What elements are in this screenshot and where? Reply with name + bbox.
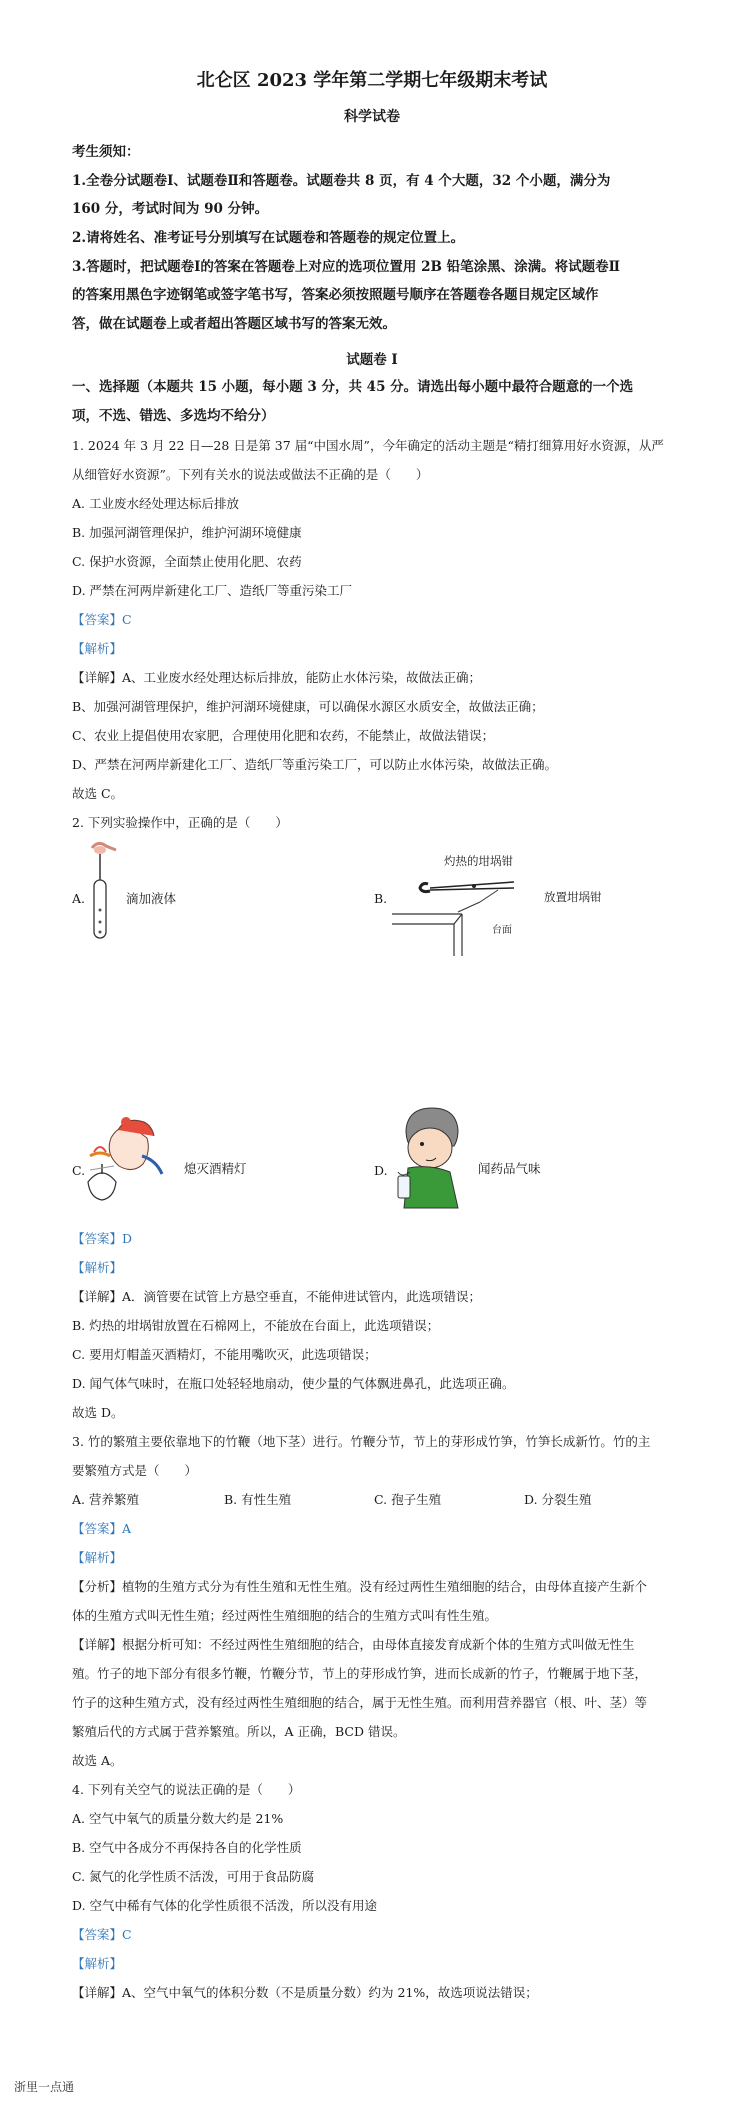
q2-stem: 2. 下列实验操作中，正确的是（ ）	[72, 815, 288, 830]
q4-option-c: C. 氮气的化学性质不活泼，可用于食品防腐	[72, 1869, 315, 1884]
notice-line: 3.答题时，把试题卷Ⅰ的答案在答题卷上对应的选项位置用 2B 铅笔涂黑、涂满。将试题卷Ⅱ	[72, 259, 620, 275]
q4-option-b: B. 空气中各成分不再保持各自的化学性质	[72, 1840, 302, 1855]
q1-option-d: D. 严禁在河两岸新建化工厂、造纸厂等重污染工厂	[72, 583, 353, 598]
q3-option-a: A. 营养繁殖	[72, 1492, 139, 1507]
section-heading: 一、选择题（本题共 15 小题，每小题 3 分，共 45 分。请选出每小题中最符合题意的一个选	[72, 379, 634, 395]
q1-detail: B、加强河湖管理保护，维护河湖环境健康，可以确保水源区水质安全，故做法正确；	[72, 699, 544, 714]
q1-detail: 【详解】A、工业废水经处理达标后排放，能防止水体污染，故做法正确；	[72, 670, 482, 685]
q3-stem: 要繁殖方式是（ ）	[72, 1463, 198, 1478]
q4-stem: 4. 下列有关空气的说法正确的是（ ）	[72, 1782, 301, 1797]
q2-option-b-label-right: 放置坩埚钳	[544, 890, 602, 904]
q2-option-b-label-top: 灼热的坩埚钳	[444, 854, 513, 868]
q3-detail: 竹子的这种生殖方式，没有经过两性生殖细胞的结合，属于无性生殖。而利用营养器官（根、叶、茎）等	[72, 1695, 648, 1710]
q3-fenxi: 体的生殖方式叫无性生殖；经过两性生殖细胞的结合的生殖方式叫有性生殖。	[72, 1608, 498, 1623]
q2-detail: C. 要用灯帽盖灭酒精灯，不能用嘴吹灭，此选项错误；	[72, 1347, 377, 1362]
dropper-testtube-figure	[86, 840, 126, 945]
q1-option-a: A. 工业废水经处理达标后排放	[72, 496, 239, 511]
q1-stem: 1. 2024 年 3 月 22 日—28 日是第 37 届“中国水周”，今年确定的活动主题是“精打细算用好水资源，从严	[72, 438, 664, 453]
q2-option-a-letter: A.	[72, 891, 86, 906]
notice-line: 的答案用黑色字迹钢笔或签字笔书写，答案必须按照题号顺序在答题卷各题目规定区域作	[72, 287, 599, 303]
q2-answer: 【答案】D	[72, 1231, 133, 1246]
q3-detail: 【详解】根据分析可知：不经过两性生殖细胞的结合，由母体直接发育成新个体的生殖方式叫做无性生	[72, 1637, 635, 1652]
q3-stem: 3. 竹的繁殖主要依靠地下的竹鞭（地下茎）进行。竹鞭分节，节上的芽形成竹笋，竹笋长成新竹。竹的主	[72, 1434, 651, 1449]
q2-option-d-label: 闻药品气味	[478, 1161, 541, 1176]
notice-line: 1.全卷分试题卷Ⅰ、试题卷Ⅱ和答题卷。试题卷共 8 页，有 4 个大题，32 个小题，满分为	[72, 173, 611, 189]
q2-detail: B. 灼热的坩埚钳放置在石棉网上，不能放在台面上，此选项错误；	[72, 1318, 440, 1333]
q2-option-b-letter: B.	[374, 891, 388, 906]
notice-line: 160 分，考试时间为 90 分钟。	[72, 201, 269, 217]
page-title: 北仑区 2023 学年第二学期七年级期末考试	[196, 70, 548, 91]
q2-conclusion: 故选 D。	[72, 1405, 124, 1420]
q3-detail: 殖。竹子的地下部分有很多竹鞭，竹鞭分节，节上的芽形成竹笋，进而长成新的竹子，竹鞭属于地下茎，	[72, 1666, 648, 1681]
q1-option-c: C. 保护水资源，全面禁止使用化肥、农药	[72, 554, 302, 569]
q4-option-d: D. 空气中稀有气体的化学性质很不活泼，所以没有用途	[72, 1898, 378, 1913]
notice-heading: 考生须知：	[72, 144, 140, 160]
section-heading: 项，不选、错选、多选均不给分）	[72, 408, 275, 424]
q3-option-b: B. 有性生殖	[224, 1492, 292, 1507]
q2-option-d-letter: D.	[374, 1163, 388, 1178]
q2-option-a-label: 滴加液体	[126, 891, 177, 906]
q1-answer: 【答案】C	[72, 612, 132, 627]
q1-conclusion: 故选 C。	[72, 786, 124, 801]
page-subtitle: 科学试卷	[344, 109, 400, 125]
q2-option-b-label-bottom: 台面	[492, 925, 512, 936]
q4-option-a: A. 空气中氧气的质量分数大约是 21%	[72, 1811, 284, 1826]
q1-detail: C、农业上提倡使用农家肥，合理使用化肥和农药，不能禁止，故做法错误；	[72, 728, 495, 743]
q3-answer: 【答案】A	[72, 1521, 132, 1536]
notice-line: 答，做在试题卷上或者超出答题区域书写的答案无效。	[72, 316, 396, 332]
q1-stem: 从细管好水资源”。下列有关水的说法或做法不正确的是（ ）	[72, 467, 429, 482]
alcohol-lamp-figure	[84, 1112, 179, 1207]
q2-analysis-label: 【解析】	[72, 1260, 123, 1275]
q4-analysis-label: 【解析】	[72, 1956, 123, 1971]
crucible-tongs-figure	[392, 866, 542, 956]
footer-watermark: 浙里一点通	[14, 2080, 75, 2094]
q1-detail: D、严禁在河两岸新建化工厂、造纸厂等重污染工厂，可以防止水体污染，故做法正确。	[72, 757, 558, 772]
q3-detail: 繁殖后代的方式属于营养繁殖。所以，A 正确，BCD 错误。	[72, 1724, 406, 1739]
paper-label: 试题卷 I	[346, 352, 398, 368]
q2-detail: 【详解】A．滴管要在试管上方悬空垂直，不能伸进试管内，此选项错误；	[72, 1289, 482, 1304]
q3-fenxi: 【分析】植物的生殖方式分为有性生殖和无性生殖。没有经过两性生殖细胞的结合，由母体直接产生新个	[72, 1579, 648, 1594]
notice-line: 2.请将姓名、准考证号分别填写在试题卷和答题卷的规定位置上。	[72, 230, 465, 246]
q3-analysis-label: 【解析】	[72, 1550, 123, 1565]
q2-option-c-letter: C.	[72, 1163, 86, 1178]
q2-option-c-label: 熄灭酒精灯	[184, 1161, 247, 1176]
q4-answer: 【答案】C	[72, 1927, 132, 1942]
q1-analysis-label: 【解析】	[72, 641, 123, 656]
q2-detail: D. 闻气体气味时，在瓶口处轻轻地扇动，使少量的气体飘进鼻孔，此选项正确。	[72, 1376, 515, 1391]
smelling-figure	[392, 1106, 474, 1208]
q3-conclusion: 故选 A。	[72, 1753, 123, 1768]
q4-detail: 【详解】A、空气中氧气的体积分数（不是质量分数）约为 21%，故选项说法错误；	[72, 1985, 538, 2000]
q1-option-b: B. 加强河湖管理保护，维护河湖环境健康	[72, 525, 302, 540]
q3-option-c: C. 孢子生殖	[374, 1492, 442, 1507]
q3-option-d: D. 分裂生殖	[524, 1492, 592, 1507]
